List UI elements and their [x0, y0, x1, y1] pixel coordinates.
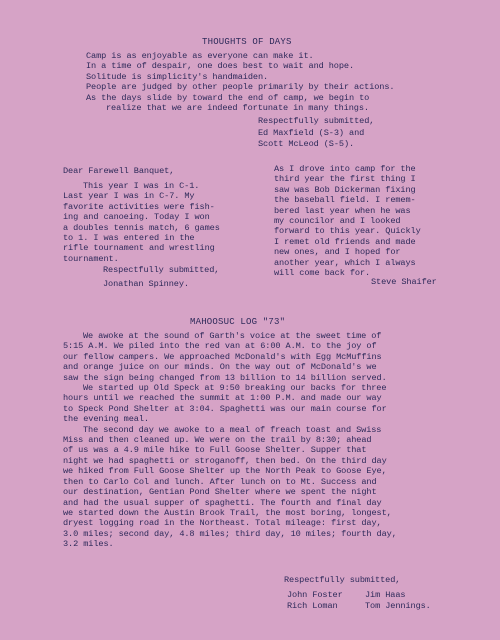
log-line: We started up Old Speck at 9:50 breaking our backs for three: [83, 383, 387, 394]
letter-line: Last year I was in C-7. My: [63, 191, 195, 202]
letter-line: ing and canoeing. Today I won: [63, 212, 210, 223]
log-signer: Rich Loman: [287, 601, 338, 611]
left-letter-signer: Jonathan Spinney.: [103, 279, 189, 289]
log-line: saw the sign being changed from 13 billion to 14 billion served.: [63, 372, 387, 383]
log-line: 3.2 miles.: [63, 539, 114, 550]
right-letter-body: [274, 164, 421, 278]
letter-line: favorite activities were fish-: [63, 201, 215, 212]
right-letter-signer: Steve Shaifer: [371, 277, 437, 287]
letter-line: new ones, and I hoped for: [274, 247, 401, 258]
log-line: of us was a 4.9 mile hike to Full Goose Shelter. Supper that: [63, 445, 367, 456]
log-signer: Jim Haas: [365, 590, 406, 600]
thoughts-line: realize that we are indeed fortunate in many things.: [106, 103, 369, 114]
log-line: The second day we awoke to a meal of freach toast and Swiss: [83, 424, 382, 435]
signer: Ed Maxfield (S-3) and: [258, 128, 365, 138]
thoughts-line: Camp is as enjoyable as everyone can make it.: [86, 51, 314, 61]
thoughts-line: Solitude is simplicity's handmaiden.: [86, 71, 269, 82]
log-line: and orange juice on our minds. On the way out of McDonald's we: [63, 362, 377, 373]
letter-line: tournament.: [63, 253, 119, 264]
letter-line: saw was Bob Dickerman fixing: [274, 184, 416, 195]
log-line: and had the usual supper of spaghetti. The fourth and final day: [63, 497, 382, 508]
left-letter-salutation: Dear Farewell Banquet,: [63, 166, 175, 176]
thoughts-body: [86, 51, 394, 113]
left-letter-body: [63, 181, 220, 264]
log-title: MAHOOSUC LOG "73": [190, 317, 286, 327]
log-signer: Tom Jennings.: [365, 601, 431, 611]
log-closing: Respectfully submitted,: [284, 575, 401, 585]
log-line: night we had spaghetti or stroganoff, then bed. On the third day: [63, 455, 387, 466]
left-letter-closing: Respectfully submitted,: [103, 265, 220, 275]
letter-line: to 1. I was entered in the: [63, 233, 195, 244]
log-line: we hiked from Full Goose Shelter up the North Peak to Goose Eye,: [63, 466, 387, 477]
log-line: Miss and then cleaned up. We were on the trail by 8:30; ahead: [63, 435, 372, 446]
letter-line: This year I was in C-1.: [83, 181, 200, 191]
signer: Scott McLeod (S-5).: [258, 139, 355, 149]
letter-line: another year, which I always: [274, 257, 416, 268]
letter-line: As I drove into camp for the: [274, 164, 416, 174]
letter-line: the baseball field. I remem-: [274, 195, 416, 206]
letter-line: bered last year when he was: [274, 205, 411, 216]
log-line: then to Carlo Col and lunch. After lunch on to Mt. Success and: [63, 476, 377, 487]
log-line: our fellow campers. We approached McDonald's with Egg McMuffins: [63, 351, 382, 362]
log-line: dryest logging road in the Northeast. Total mileage: first day,: [63, 518, 382, 529]
thoughts-line: In a time of despair, one does best to wait and hope.: [86, 61, 355, 72]
letter-line: will come back for.: [274, 268, 371, 279]
log-line: to Speck Pond Shelter at 3:04. Spaghetti was our main course for: [63, 403, 387, 414]
thoughts-line: As the days slide by toward the end of camp, we begin to: [86, 92, 370, 103]
thoughts-title: THOUGHTS OF DAYS: [202, 37, 292, 47]
log-signer: John Foster: [287, 590, 343, 600]
log-line: We awoke at the sound of Garth's voice at the sweet time of: [83, 331, 382, 341]
log-body: [63, 331, 397, 550]
letter-line: rifle tournament and wrestling: [63, 243, 215, 254]
log-line: we started down the Austin Brook Trail, the most boring, longest,: [63, 507, 392, 518]
letter-line: I remet old friends and made: [274, 236, 416, 247]
letter-line: forward to this year. Quickly: [274, 226, 421, 237]
letter-line: my councilor and I looked: [274, 216, 401, 227]
thoughts-signers: [258, 128, 364, 150]
log-line: hours until we reached the summit at 1:00 P.M. and made our way: [63, 393, 382, 404]
thoughts-line: People are judged by other people primarily by their actions.: [86, 82, 395, 93]
log-line: the evening meal.: [63, 414, 149, 425]
letter-line: third year the first thing I: [274, 174, 416, 185]
letter-line: a doubles tennis match, 6 games: [63, 222, 220, 233]
thoughts-closing: Respectfully submitted,: [258, 116, 375, 126]
log-line: 3.0 miles; second day, 4.8 miles; third day, 10 miles; fourth day,: [63, 528, 397, 539]
log-line: our destination, Gentian Pond Shelter where we spent the night: [63, 487, 377, 498]
log-line: 5:15 A.M. We piled into the red van at 6:00 A.M. to the joy of: [63, 341, 377, 352]
